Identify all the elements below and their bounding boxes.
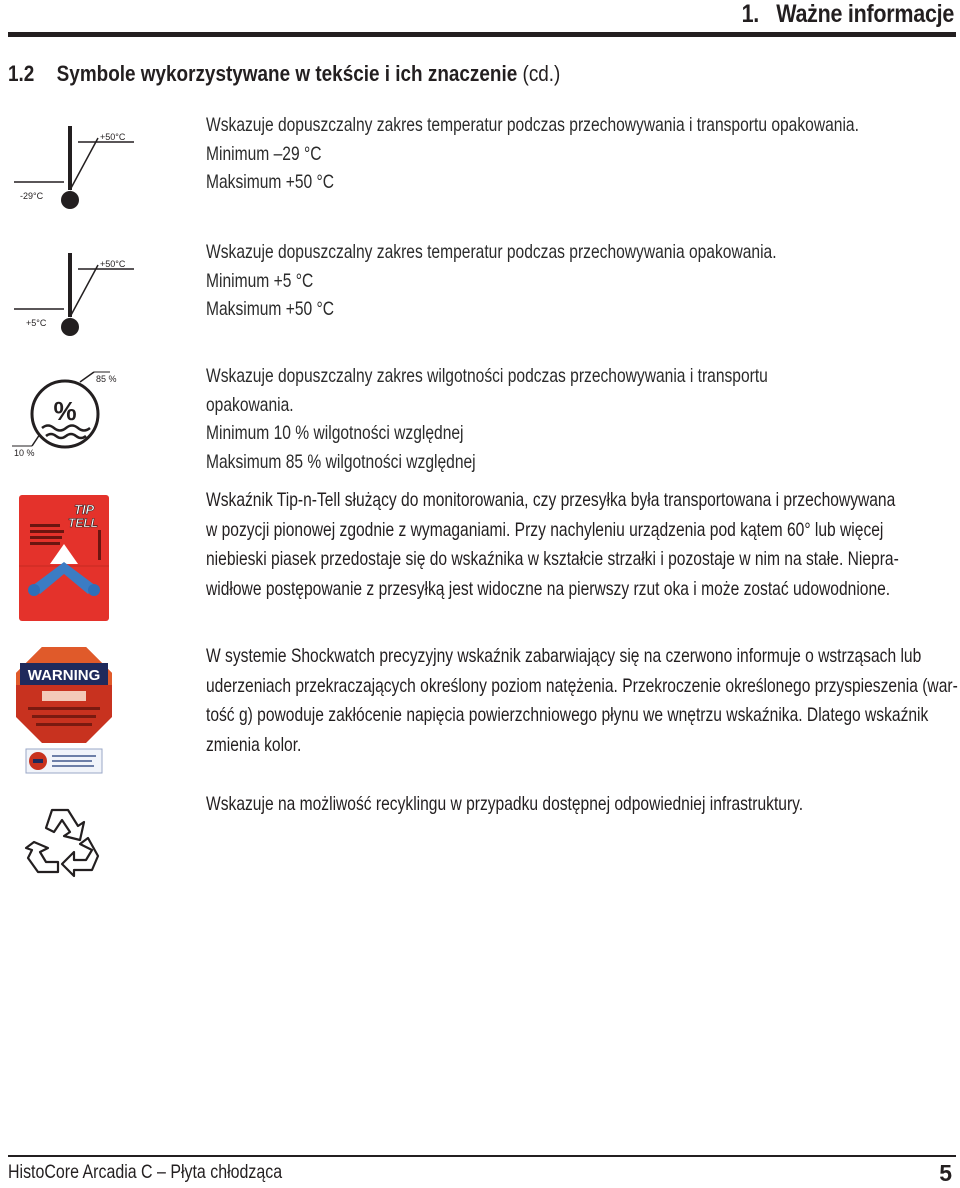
description-line: Wskazuje dopuszczalny zakres temperatur podczas przechowywania i transportu opakowania. [206, 114, 859, 136]
upper-limit-label: +50°C [100, 259, 126, 269]
description-maximum: Maksimum +50 °C [206, 171, 335, 193]
description-line: Wskaźnik Tip-n-Tell służący do monitorowania, czy przesyłka była transportowana i przechowywana [206, 489, 896, 511]
description-line: zmienia kolor. [206, 733, 302, 756]
page-number: 5 [939, 1160, 952, 1186]
description-line: w pozycji pionowej zgodnie z wymaganiami. Przy nachyleniu urządzenia pod kątem 60° lub więcej [206, 518, 884, 541]
recycling-icon [22, 804, 104, 884]
description-line: tość g) powoduje zakłócenie napięcia powierzchniowego płynu we wnętrzu wskaźnika. Dlatego wskaźnik [206, 704, 929, 726]
symbol-description [206, 362, 954, 476]
humidity-icon [10, 370, 130, 462]
section-title: Symbole wykorzystywane w tekście i ich znaczenie [56, 61, 518, 86]
tip-n-tell-indicator-icon [18, 494, 110, 622]
symbol-description [206, 790, 954, 820]
description-line: Wskazuje dopuszczalny zakres wilgotności podczas przechowywania i transportu [206, 365, 768, 387]
description-line: Wskazuje na możliwość recyklingu w przypadku dostępnej odpowiedniej infrastruktury. [206, 793, 804, 815]
description-minimum: Minimum –29 °C [206, 142, 322, 165]
lower-limit-label: +5°C [26, 318, 47, 328]
description-minimum: Minimum +5 °C [206, 269, 314, 292]
symbol-description [206, 111, 954, 197]
description-line: niebieski piasek przedostaje się do wskaźnika w kształcie strzałki i pozostaje w nim na stałe. Niepra- [206, 548, 899, 570]
description-maximum: Maksimum 85 % wilgotności względnej [206, 450, 476, 473]
section-number: 1.2 [8, 61, 35, 86]
description-line: opakowania. [206, 393, 294, 416]
description-line: Wskazuje dopuszczalny zakres temperatur podczas przechowywania opakowania. [206, 241, 777, 263]
symbol-description [206, 486, 954, 604]
symbol-description [206, 238, 954, 324]
thermometer-storage-icon [14, 247, 144, 342]
upper-limit-label: 85 % [96, 374, 117, 384]
section-heading [8, 61, 560, 87]
description-line: widłowe postępowanie z przesyłką jest widoczne na pierwszy rzut oka i może zostać udowodnione. [206, 577, 891, 600]
footer-document-title: HistoCore Arcadia C – Płyta chłodząca [8, 1162, 283, 1183]
symbol-description [206, 642, 958, 760]
svg-text:%: % [53, 396, 77, 426]
lower-limit-label: -29°C [20, 191, 44, 201]
footer-rule [8, 1155, 956, 1157]
brand-bottom-label: TELL [68, 516, 98, 530]
description-line: W systemie Shockwatch precyzyjny wskaźnik zabarwiający się na czerwono informuje o wstrząsach lub [206, 645, 922, 667]
header-rule [8, 32, 956, 37]
description-maximum: Maksimum +50 °C [206, 298, 335, 320]
lower-limit-label: 10 % [14, 448, 35, 458]
description-line: uderzeniach przekraczających określony poziom natężenia. Przekroczenie określonego przyspieszenia (war- [206, 674, 958, 697]
chapter-title: Ważne informacje [776, 0, 954, 28]
shockwatch-warning-icon [14, 645, 114, 780]
description-minimum: Minimum 10 % wilgotności względnej [206, 422, 464, 444]
upper-limit-label: +50°C [100, 132, 126, 142]
chapter-number: 1. [741, 0, 759, 28]
warning-label: WARNING [27, 667, 101, 684]
brand-top-label: TIP [74, 502, 95, 517]
chapter-heading [742, 0, 954, 29]
thermometer-transport-icon [14, 120, 144, 215]
section-continued: (cd.) [522, 61, 561, 86]
